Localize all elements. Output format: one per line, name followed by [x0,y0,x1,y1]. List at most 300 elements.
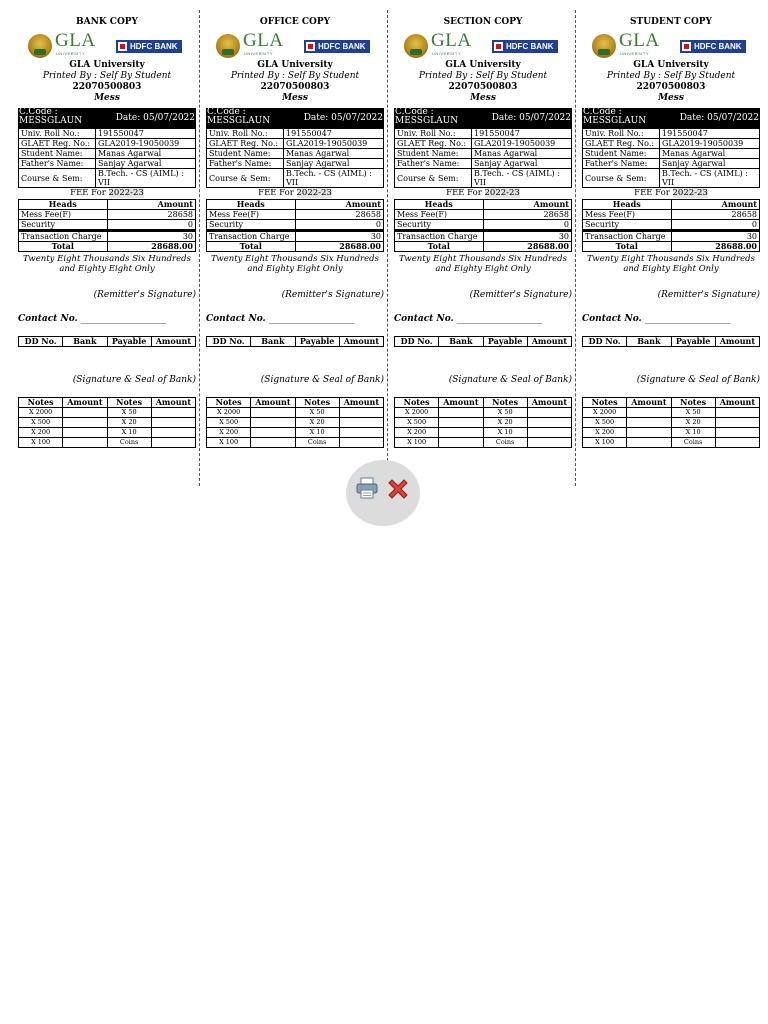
table-cell: 28658 [107,210,196,220]
challan-copy-3 [394,10,572,448]
table-row [395,169,572,188]
table-cell: X 50 [671,408,715,418]
student-id: 22070500803 [448,82,518,92]
student-id: 22070500803 [260,82,330,92]
table-cell [151,408,195,418]
table-row [19,231,196,242]
table-cell: X 100 [583,438,627,448]
table-cell: GLA2019-19050039 [284,139,384,149]
remitter-signature: (Remitter's Signature) [469,290,572,300]
table-cell: Student Name: [583,149,660,159]
table-cell: GLAET Reg. No.: [19,139,96,149]
printed-by: Printed By : Self By Student [418,71,548,81]
copy-separator [199,10,200,486]
table-row [583,159,760,169]
table-cell: Mess Fee(F) [583,210,672,220]
table-cell: Course & Sem: [19,169,96,188]
notes-table [18,397,196,448]
table-row [19,210,196,220]
remitter-signature: (Remitter's Signature) [657,290,760,300]
hdfc-bank-logo: HDFC BANK [304,40,370,53]
student-info-table [18,128,196,188]
table-cell: Total [19,242,108,252]
table-cell: 28688.00 [107,242,196,252]
table-header-cell: Payable [295,337,339,347]
hdfc-mark-icon [118,42,127,51]
table-cell [151,438,195,448]
table-row [395,159,572,169]
table-cell: Coins [483,438,527,448]
table-header-cell: Bank [63,337,107,347]
table-cell: X 500 [19,418,63,428]
table-header-cell: Heads [19,200,108,210]
table-cell: X 200 [19,428,63,438]
amount-in-words: Twenty Eight Thousands Six Hundreds and Eighty Eight Only [399,254,567,274]
fee-for-line: FEE For 2022-23 [446,188,520,198]
table-cell: X 10 [107,428,151,438]
table-cell: Student Name: [395,149,472,159]
notes-table [582,397,760,448]
table-header-cell: Notes [583,398,627,408]
table-cell: X 20 [671,418,715,428]
gla-crest-icon [216,34,240,58]
challan-copy-2 [206,10,384,448]
table-cell: Total [207,242,296,252]
table-cell: 0 [483,220,572,231]
table-cell [627,408,671,418]
close-x-icon[interactable] [386,477,410,501]
amount-in-words: Twenty Eight Thousands Six Hundreds and Eighty Eight Only [211,254,379,274]
table-cell: X 200 [207,428,251,438]
table-header-cell: Notes [483,398,527,408]
table-cell: Course & Sem: [583,169,660,188]
table-cell: Total [583,242,672,252]
copy-title: BANK COPY [76,17,138,27]
table-cell: Sanjay Agarwal [284,159,384,169]
copy-separator [387,10,388,486]
table-cell [527,418,571,428]
table-row [395,220,572,231]
table-row [583,337,760,347]
gla-crest-icon [592,34,616,58]
table-row [19,428,196,438]
table-row [19,159,196,169]
hdfc-bank-logo: HDFC BANK [492,40,558,53]
table-cell: Coins [671,438,715,448]
table-cell [439,438,483,448]
table-cell: 30 [295,231,384,242]
table-cell [627,418,671,428]
table-row [207,428,384,438]
table-cell: Transaction Charge [207,231,296,242]
fee-type: Mess [658,93,684,103]
fee-table [582,199,760,252]
bank-signature: (Signature & Seal of Bank) [636,375,760,385]
hdfc-mark-icon [682,42,691,51]
fee-for-line: FEE For 2022-23 [258,188,332,198]
table-header-cell: Amount [63,398,107,408]
table-cell: Univ. Roll No.: [583,129,660,139]
fee-table [206,199,384,252]
table-cell [627,438,671,448]
table-cell [339,408,383,418]
gla-university-logo: GLA UNIVERSITY [404,32,480,60]
copy-separator [575,10,576,486]
table-cell: Sanjay Agarwal [96,159,196,169]
amount-in-words: Twenty Eight Thousands Six Hundreds and Eighty Eight Only [587,254,755,274]
table-cell [715,418,759,428]
table-cell: Coins [107,438,151,448]
table-header-cell: DD No. [395,337,439,347]
table-row [395,408,572,418]
table-cell: Univ. Roll No.: [207,129,284,139]
table-cell: X 20 [107,418,151,428]
table-cell: X 500 [395,418,439,428]
challan-date: Date: 05/07/2022 [115,113,195,123]
table-cell: Sanjay Agarwal [660,159,760,169]
fee-table [394,199,572,252]
table-cell [339,418,383,428]
table-row [207,149,384,159]
table-row [19,408,196,418]
gla-university-logo: GLA UNIVERSITY [28,32,104,60]
table-row [207,438,384,448]
table-cell [715,438,759,448]
table-cell: 191550047 [472,129,572,139]
table-cell: GLAET Reg. No.: [583,139,660,149]
table-cell: 28658 [483,210,572,220]
table-cell [715,408,759,418]
table-row [395,337,572,347]
printed-by: Printed By : Self By Student [42,71,172,81]
table-cell [439,418,483,428]
university-name: GLA University [633,60,709,70]
table-row [207,129,384,139]
table-row [207,159,384,169]
table-cell: Father's Name: [207,159,284,169]
remitter-signature: (Remitter's Signature) [93,290,196,300]
gla-university-logo: GLA UNIVERSITY [592,32,668,60]
table-cell: 28658 [295,210,384,220]
fee-for-line: FEE For 2022-23 [634,188,708,198]
table-cell: B.Tech. - CS (AIML) : VII [284,169,384,188]
contact-line: Contact No. ___________________ [394,314,543,324]
table-header-cell: Notes [207,398,251,408]
table-row [395,129,572,139]
table-row [395,200,572,210]
table-row [583,418,760,428]
table-row [207,139,384,149]
table-row [207,418,384,428]
table-header-cell: Notes [671,398,715,408]
table-cell [251,418,295,428]
table-cell: Transaction Charge [19,231,108,242]
table-cell: X 10 [483,428,527,438]
table-row [395,398,572,408]
table-cell: Sanjay Agarwal [472,159,572,169]
table-cell [251,438,295,448]
table-cell: Father's Name: [19,159,96,169]
table-row [207,169,384,188]
table-row [19,169,196,188]
challan-copy-1 [18,10,196,448]
table-cell [527,408,571,418]
table-header-cell: DD No. [583,337,627,347]
dd-table [394,336,572,347]
table-header-cell: Amount [715,337,759,347]
table-cell: Univ. Roll No.: [19,129,96,139]
college-code: C.Code : MESSGLAUN [395,107,459,126]
table-header-cell: Heads [395,200,484,210]
table-cell: Security [395,220,484,231]
table-row [207,408,384,418]
table-row [207,398,384,408]
table-cell [439,428,483,438]
table-cell: X 2000 [583,408,627,418]
table-row [583,169,760,188]
table-header-cell: Amount [151,337,195,347]
fee-year: 2022-23 [672,188,708,198]
table-cell: X 200 [395,428,439,438]
table-cell: B.Tech. - CS (AIML) : VII [660,169,760,188]
table-cell: Security [19,220,108,231]
table-cell: 30 [483,231,572,242]
university-name: GLA University [257,60,333,70]
table-cell [715,428,759,438]
total-row [207,242,384,252]
table-row [207,220,384,231]
copy-title: STUDENT COPY [630,17,712,27]
table-row [583,210,760,220]
code-date-bar [18,108,196,128]
table-row [19,200,196,210]
student-id: 22070500803 [72,82,142,92]
table-cell: X 20 [483,418,527,428]
code-date-bar [206,108,384,128]
table-row [19,129,196,139]
table-cell: X 2000 [207,408,251,418]
table-header-cell: Bank [251,337,295,347]
gla-crest-icon [404,34,428,58]
dd-table [18,336,196,347]
table-header-cell: Notes [395,398,439,408]
table-cell [339,438,383,448]
table-row [583,231,760,242]
table-header-cell: Amount [527,398,571,408]
fee-year: 2022-23 [108,188,144,198]
challan-date: Date: 05/07/2022 [303,113,383,123]
table-row [207,337,384,347]
table-cell: Student Name: [19,149,96,159]
print-action-panel [346,460,420,526]
fee-type: Mess [470,93,496,103]
table-cell [527,428,571,438]
table-cell: 28688.00 [671,242,760,252]
hdfc-mark-icon [494,42,503,51]
table-row [395,438,572,448]
table-cell: X 500 [207,418,251,428]
contact-line: Contact No. ___________________ [206,314,355,324]
copy-title: SECTION COPY [443,17,523,27]
table-cell [63,408,107,418]
table-cell: X 100 [207,438,251,448]
table-cell: X 2000 [395,408,439,418]
table-cell: Mess Fee(F) [395,210,484,220]
table-cell [151,418,195,428]
table-cell: X 50 [107,408,151,418]
table-row [583,200,760,210]
table-cell [151,428,195,438]
table-cell: GLA2019-19050039 [96,139,196,149]
table-cell: 191550047 [284,129,384,139]
table-header-cell: Amount [339,398,383,408]
bank-signature: (Signature & Seal of Bank) [448,375,572,385]
table-cell: 30 [671,231,760,242]
table-cell: Course & Sem: [207,169,284,188]
printed-by: Printed By : Self By Student [230,71,360,81]
logo-row [582,32,760,60]
table-header-cell: Amount [295,200,384,210]
dd-table [582,336,760,347]
table-header-cell: Notes [295,398,339,408]
table-cell: X 200 [583,428,627,438]
table-cell: X 10 [671,428,715,438]
table-cell: X 10 [295,428,339,438]
table-row [395,149,572,159]
fee-type: Mess [94,93,120,103]
table-row [583,220,760,231]
table-header-cell: Amount [439,398,483,408]
bank-signature: (Signature & Seal of Bank) [72,375,196,385]
table-cell [439,408,483,418]
table-cell: Manas Agarwal [96,149,196,159]
table-cell: B.Tech. - CS (AIML) : VII [96,169,196,188]
table-cell: 28658 [671,210,760,220]
table-row [395,231,572,242]
table-row [583,149,760,159]
table-row [583,139,760,149]
student-id: 22070500803 [636,82,706,92]
table-row [395,418,572,428]
college-code: C.Code : MESSGLAUN [207,107,271,126]
college-code: C.Code : MESSGLAUN [19,107,83,126]
table-row [207,200,384,210]
table-cell: 191550047 [96,129,196,139]
table-cell: X 2000 [19,408,63,418]
table-cell: Coins [295,438,339,448]
table-cell: Course & Sem: [395,169,472,188]
table-row [19,418,196,428]
hdfc-bank-logo: HDFC BANK [116,40,182,53]
table-row [207,210,384,220]
table-header-cell: Payable [107,337,151,347]
table-cell: Manas Agarwal [472,149,572,159]
challan-date: Date: 05/07/2022 [679,113,759,123]
code-date-bar [582,108,760,128]
copy-title: OFFICE COPY [259,17,331,27]
table-cell: Mess Fee(F) [19,210,108,220]
amount-in-words: Twenty Eight Thousands Six Hundreds and Eighty Eight Only [23,254,191,274]
table-cell: Univ. Roll No.: [395,129,472,139]
college-code: C.Code : MESSGLAUN [583,107,647,126]
notes-table [206,397,384,448]
table-row [19,149,196,159]
table-cell: Father's Name: [583,159,660,169]
university-name: GLA University [445,60,521,70]
table-header-cell: Heads [583,200,672,210]
table-header-cell: Amount [483,200,572,210]
table-header-cell: Bank [439,337,483,347]
table-header-cell: Amount [715,398,759,408]
table-header-cell: Heads [207,200,296,210]
student-info-table [582,128,760,188]
table-row [395,139,572,149]
gla-university-logo: GLA UNIVERSITY [216,32,292,60]
table-row [19,337,196,347]
table-cell: GLA2019-19050039 [472,139,572,149]
total-row [395,242,572,252]
notes-table [394,397,572,448]
university-name: GLA University [69,60,145,70]
table-cell: Transaction Charge [583,231,672,242]
table-row [19,438,196,448]
remitter-signature: (Remitter's Signature) [281,290,384,300]
contact-line: Contact No. ___________________ [18,314,167,324]
table-cell: Student Name: [207,149,284,159]
table-cell [527,438,571,448]
table-header-cell: Amount [627,398,671,408]
code-date-bar [394,108,572,128]
dd-table [206,336,384,347]
table-header-cell: Amount [107,200,196,210]
table-header-cell: Notes [107,398,151,408]
table-cell [63,428,107,438]
table-cell: Security [583,220,672,231]
fee-table [18,199,196,252]
table-cell: Manas Agarwal [284,149,384,159]
fee-type: Mess [282,93,308,103]
printer-icon[interactable] [355,477,379,499]
table-cell: 0 [295,220,384,231]
table-header-cell: Notes [19,398,63,408]
logo-row [394,32,572,60]
table-row [583,408,760,418]
table-cell: X 50 [483,408,527,418]
table-header-cell: DD No. [207,337,251,347]
table-cell: X 100 [19,438,63,448]
table-header-cell: Payable [671,337,715,347]
table-header-cell: Amount [527,337,571,347]
table-header-cell: Amount [339,337,383,347]
table-cell: Manas Agarwal [660,149,760,159]
table-cell: Father's Name: [395,159,472,169]
table-row [583,438,760,448]
table-cell: Transaction Charge [395,231,484,242]
table-cell: 191550047 [660,129,760,139]
table-header-cell: DD No. [19,337,63,347]
hdfc-mark-icon [306,42,315,51]
table-cell [63,438,107,448]
challan-date: Date: 05/07/2022 [491,113,571,123]
student-info-table [394,128,572,188]
table-row [583,428,760,438]
table-cell: GLAET Reg. No.: [207,139,284,149]
table-cell: 0 [107,220,196,231]
contact-line: Contact No. ___________________ [582,314,731,324]
table-header-cell: Bank [627,337,671,347]
table-cell [627,428,671,438]
gla-crest-icon [28,34,52,58]
